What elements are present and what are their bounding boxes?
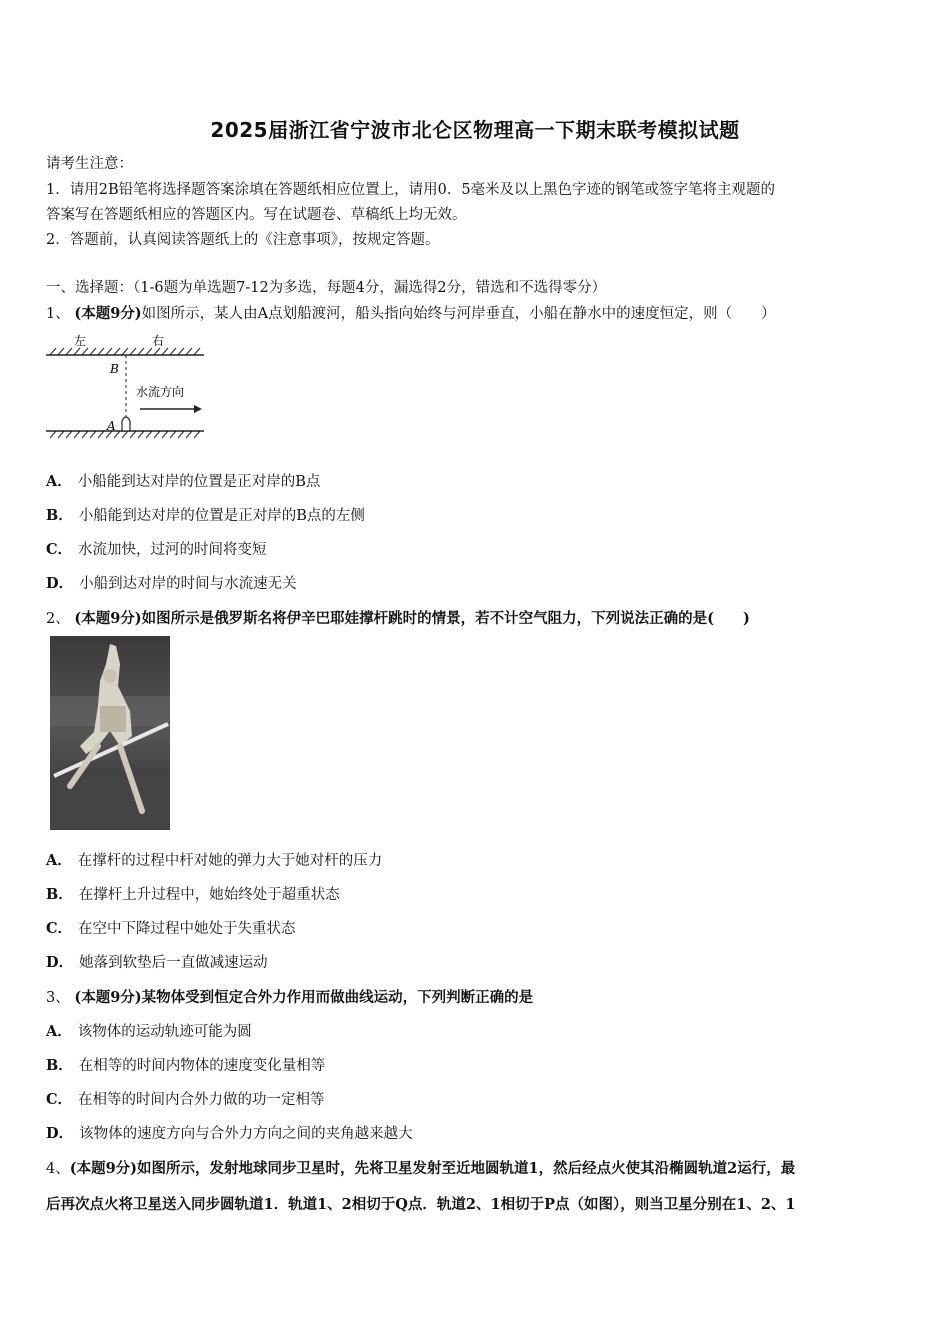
question-number: 4、 (46, 1161, 70, 1177)
question-score: (本题9分) (74, 305, 142, 322)
notice-heading: 请考生注意： (46, 156, 133, 172)
flow-direction-label: 水流方向 (136, 385, 185, 399)
question-score: (本题9分) (74, 610, 142, 627)
question-stem-line-1: 如图所示，发射地球同步卫星时，先将卫星发射至近地圆轨道1，然后经点火使其沿椭圆轨道2运行，最 (137, 1160, 796, 1177)
left-bank-label: 左 (74, 334, 87, 348)
question-3 (46, 986, 533, 1007)
question-stem: 如图所示，某人由A点划船渡河，船头指向始终与河岸垂直，小船在静水中的速度恒定，则（ ） (141, 306, 776, 322)
option-row: D． 该物体的速度方向与合外力方向之间的夹角越来越大 (46, 1125, 413, 1142)
notice-item-1-line-1: 1．请用2B铅笔将选择题答案涂填在答题纸相应位置上，请用0．5毫米及以上黑色字迹的钢笔或签字笔将主观题的 (46, 182, 776, 198)
option-row: A． 小船能到达对岸的位置是正对岸的B点 (46, 473, 321, 490)
question-4-stem-line-2: 后再次点火将卫星送入同步圆轨道1．轨道1、2相切于Q点．轨道2、1相切于P点（如图），则当卫星分别在1、2、1 (46, 1196, 796, 1213)
question-4 (46, 1157, 795, 1178)
river-crossing-figure (44, 333, 206, 445)
page-title: 2025届浙江省宁波市北仑区物理高一下期末联考模拟试题 (210, 118, 740, 142)
notice-item-1-line-2: 答案写在答题纸相应的答题区内。写在试题卷、草稿纸上均无效。 (46, 207, 467, 223)
question-1 (46, 302, 776, 323)
question-stem: 某物体受到恒定合外力作用而做曲线运动，下列判断正确的是 (141, 989, 534, 1006)
option-row: C． 在空中下降过程中她处于失重状态 (46, 920, 296, 937)
option-row: D． 小船到达对岸的时间与水流速无关 (46, 575, 297, 592)
option-row: D． 她落到软垫后一直做减速运动 (46, 954, 268, 971)
option-row: C． 在相等的时间内合外力做的功一定相等 (46, 1091, 325, 1108)
notice-item-2: 2．答题前，认真阅读答题纸上的《注意事项》，按规定答题。 (46, 232, 440, 248)
option-row: B． 小船能到达对岸的位置是正对岸的B点的左侧 (46, 507, 365, 524)
option-row: A． 在撑杆的过程中杆对她的弹力大于她对杆的压力 (46, 852, 383, 869)
option-row: B． 在撑杆上升过程中，她始终处于超重状态 (46, 886, 340, 903)
question-score: (本题9分) (74, 989, 142, 1006)
option-row: A． 该物体的运动轨迹可能为圆 (46, 1023, 252, 1040)
right-bank-label: 右 (152, 334, 165, 348)
flow-arrow-head-icon (194, 405, 202, 413)
question-number: 1、 (46, 306, 70, 322)
point-a-label: A (107, 419, 116, 433)
boat-icon (122, 417, 130, 431)
question-number: 2、 (46, 611, 70, 627)
question-stem: 如图所示是俄罗斯名将伊辛巴耶娃撑杆跳时的情景，若不计空气阻力，下列说法正确的是( ) (141, 610, 750, 627)
question-score: (本题9分) (69, 1160, 138, 1177)
option-row: B． 在相等的时间内物体的速度变化量相等 (46, 1057, 326, 1074)
pole-vault-photo (50, 636, 170, 830)
point-b-label: B (110, 362, 119, 376)
option-row: C． 水流加快，过河的时间将变短 (46, 541, 267, 558)
question-number: 3、 (46, 990, 70, 1006)
question-2 (46, 607, 750, 628)
section-heading: 一、选择题：（1-6题为单选题7-12为多选，每题4分，漏选得2分，错选和不选得零分） (46, 280, 607, 296)
